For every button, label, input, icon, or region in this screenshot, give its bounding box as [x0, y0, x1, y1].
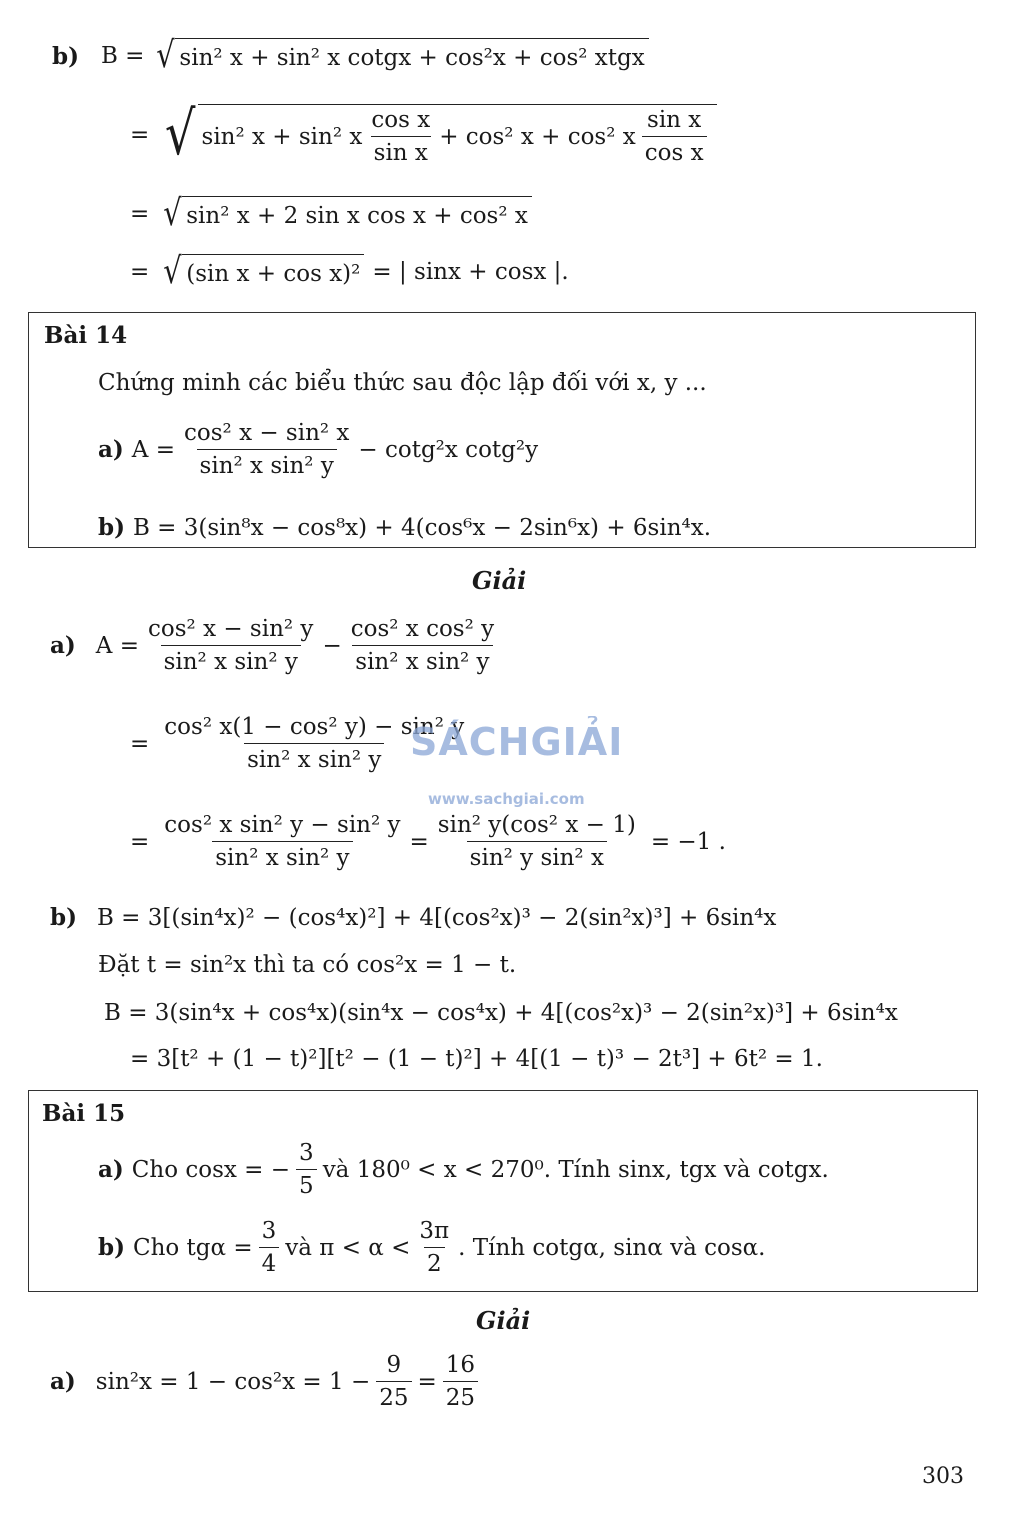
numerator: 16	[445, 1352, 476, 1378]
b-line-3	[130, 193, 532, 234]
label-b: b)	[98, 1234, 125, 1261]
a-lhs: A =	[131, 436, 175, 463]
eq-sign: =	[130, 828, 150, 855]
sqrt-2: √ sin² x + sin² x $\frac{\text{cos x}}{\text{sin x}}$ + cos² x + cos² x $\frac{\text{sin x}}{\text{cos x}}$	[161, 104, 716, 166]
fraction	[642, 107, 707, 166]
denominator: 2	[424, 1247, 445, 1277]
radicand-2	[198, 104, 717, 166]
numerator: 3	[261, 1218, 277, 1244]
exercise-14b	[98, 514, 711, 541]
exercise-15b	[98, 1218, 765, 1277]
exercise-title: Bài 14	[44, 322, 128, 349]
denominator: cos x	[642, 136, 707, 166]
eq-sign: =	[417, 1368, 437, 1395]
fraction	[368, 107, 433, 166]
substitution-line: Đặt t = sin²x thì ta có cos²x = 1 − t.	[98, 952, 517, 978]
radicand-3: sin² x + 2 sin x cos x + cos² x	[182, 196, 532, 232]
label-a: a)	[50, 632, 76, 659]
a-tail: − cotg²x cotg²y	[358, 436, 539, 463]
label-a: a)	[50, 1368, 76, 1395]
fraction	[181, 420, 352, 479]
b-text: B = 3(sin⁸x − cos⁸x) + 4(cos⁶x − 2sin⁶x) + 6sin⁴x.	[132, 514, 712, 541]
b-line-4-text: = 3[t² + (1 − t)²][t² − (1 − t)²] + 4[(1 − t)³ − 2t³] + 6t² = 1.	[130, 1046, 823, 1072]
solution-b-line-1	[50, 904, 776, 931]
fraction	[376, 1352, 411, 1411]
eq-sign: =	[130, 730, 150, 757]
abs-result: = | sinx + cosx |.	[372, 259, 569, 285]
numerator: 9	[386, 1352, 402, 1378]
numerator: cos² x − sin² y	[148, 616, 314, 642]
watermark-url: www.sachgiai.com	[428, 790, 585, 808]
b-mid: và π < α <	[285, 1234, 411, 1261]
l2-pre: sin² x + sin² x	[201, 123, 363, 150]
exercise-14a	[98, 420, 538, 479]
a-tail: và 180⁰ < x < 270⁰. Tính sinx, tgx và cotgx.	[322, 1156, 829, 1183]
label-b: b)	[50, 904, 77, 931]
result: = −1 .	[650, 828, 726, 855]
denominator: sin² x sin² y	[352, 645, 492, 675]
page-number: 303	[922, 1464, 964, 1489]
watermark-logo: SÁCHGIẢI	[410, 720, 624, 764]
numerator: 3π	[419, 1218, 450, 1244]
b-lhs: B =	[100, 43, 145, 69]
denominator: 4	[259, 1247, 280, 1277]
fraction	[443, 1352, 478, 1411]
sqrt-4: √ (sin x + cos x)²	[161, 254, 364, 290]
b-tail: . Tính cotgα, sinα và cosα.	[458, 1234, 766, 1261]
fraction	[416, 1218, 452, 1277]
solution-15a	[50, 1352, 484, 1411]
sqrt-1: √ sin² x + sin² x cotgx + cos²x + cos² xtgx	[154, 38, 648, 74]
l2-mid: + cos² x + cos² x	[439, 123, 636, 150]
numerator: 3	[299, 1140, 314, 1166]
eq-sign: =	[130, 201, 150, 227]
fraction	[348, 616, 497, 675]
denominator: 25	[376, 1381, 411, 1411]
numerator: cos² x(1 − cos² y) − sin² y	[164, 714, 465, 740]
a-pre: Cho cosx = −	[131, 1156, 291, 1183]
fraction	[145, 616, 316, 675]
eq-sign: =	[130, 122, 150, 148]
b-line-3-text: B = 3(sin⁴x + cos⁴x)(sin⁴x − cos⁴x) + 4[(cos²x)³ − 2(sin²x)³] + 6sin⁴x	[104, 1000, 898, 1026]
denominator: 5	[296, 1169, 317, 1199]
denominator: sin² x sin² y	[161, 645, 301, 675]
denominator: 25	[443, 1381, 478, 1411]
radicand-4: (sin x + cos x)²	[182, 254, 364, 290]
radicand-1: sin² x + sin² x cotgx + cos²x + cos² xtgx	[175, 38, 648, 74]
fraction	[296, 1140, 317, 1199]
denominator: sin² x sin² y	[197, 449, 337, 479]
sqrt-3: √ sin² x + 2 sin x cos x + cos² x	[161, 196, 532, 232]
eq-sign: =	[409, 828, 429, 855]
minus-sign: −	[322, 632, 342, 659]
solution-a-line-3	[130, 812, 726, 871]
label-b: b)	[98, 514, 125, 541]
exercise-prompt: Chứng minh các biểu thức sau độc lập đối với x, y ...	[98, 370, 707, 396]
solution-heading: Giải	[476, 1306, 531, 1335]
numerator: cos² x − sin² x	[184, 420, 350, 446]
numerator: cos² x sin² y − sin² y	[164, 812, 401, 838]
fraction	[435, 812, 639, 871]
a-lhs: A =	[95, 632, 139, 659]
b-line-4	[130, 251, 569, 292]
exercise-15a	[98, 1140, 829, 1199]
fraction	[259, 1218, 280, 1277]
exercise-title: Bài 15	[42, 1100, 126, 1127]
b-line-2	[130, 99, 717, 169]
denominator: sin² x sin² y	[244, 743, 384, 773]
label-a: a)	[98, 1156, 124, 1183]
a-pre: sin²x = 1 − cos²x = 1 −	[95, 1368, 371, 1395]
denominator: sin² y sin² x	[467, 841, 607, 871]
b-pre: Cho tgα =	[132, 1234, 253, 1261]
solution-a-line-1	[50, 616, 503, 675]
solution-heading: Giải	[472, 566, 527, 595]
label-b: b)	[52, 42, 79, 70]
fraction	[161, 812, 403, 871]
numerator: cos x	[371, 107, 431, 133]
numerator: cos² x cos² y	[350, 616, 495, 642]
b-line-1-text: B = 3[(sin⁴x)² − (cos⁴x)²] + 4[(cos²x)³ − 2(sin²x)³] + 6sin⁴x	[96, 904, 777, 931]
eq-sign: =	[130, 259, 150, 285]
label-a: a)	[98, 436, 124, 463]
denominator: sin² x sin² y	[212, 841, 352, 871]
denominator: sin x	[371, 136, 431, 166]
numerator: sin x	[647, 107, 702, 133]
b-line-1	[52, 35, 649, 76]
numerator: sin² y(cos² x − 1)	[437, 812, 636, 838]
